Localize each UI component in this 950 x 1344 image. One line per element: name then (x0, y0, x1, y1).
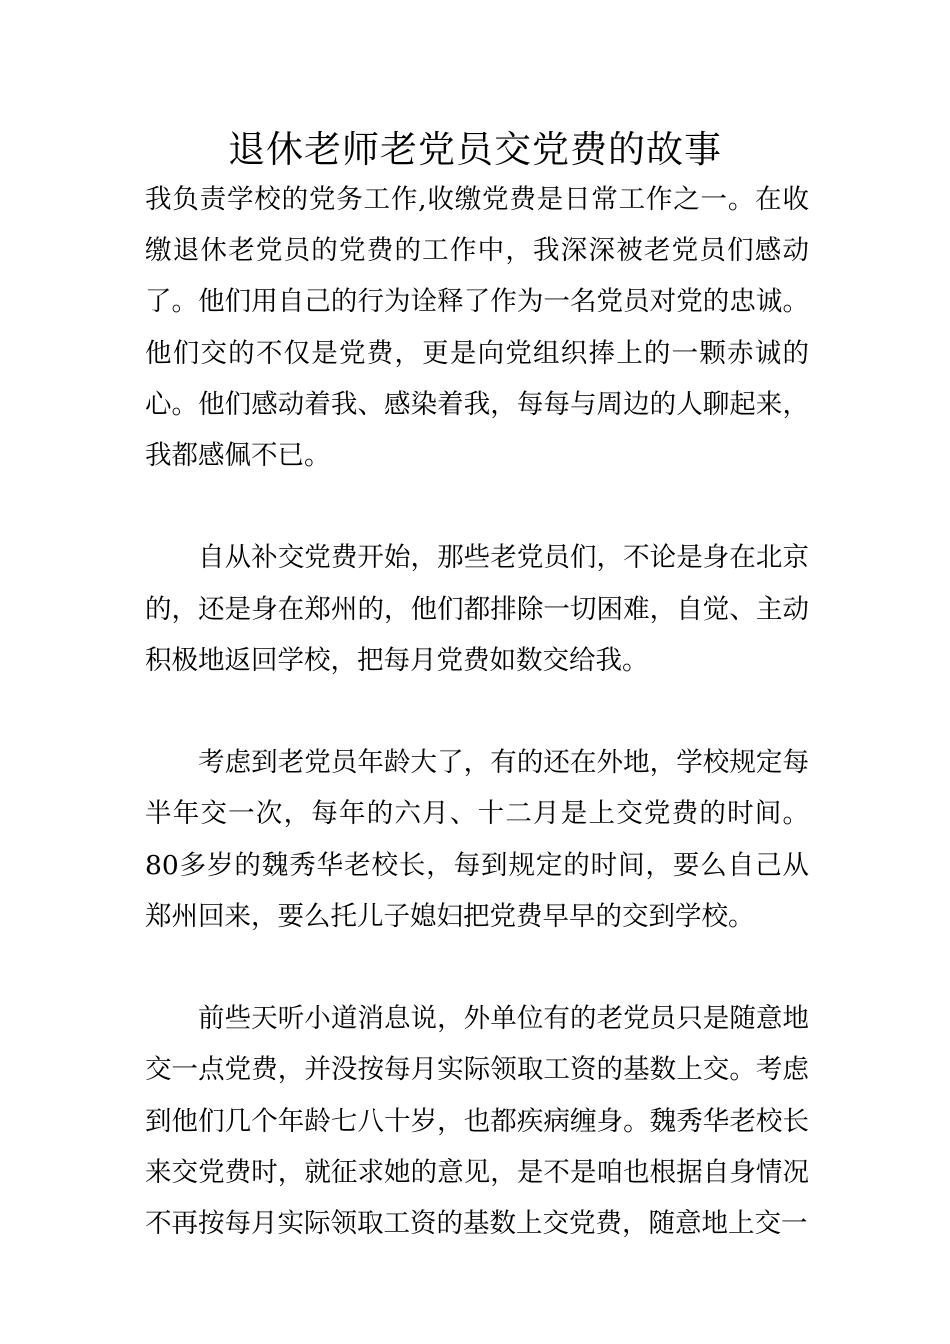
paragraph-4: 前些天听小道消息说，外单位有的老党员只是随意地交一点党费，并没按每月实际领取工资的基数上交。考虑到他们几个年龄七八十岁，也都疾病缠身。魏秀华老校长来交党费时，就征求她的意见，是不是咱也根据自身情况不再按每月实际领取工资的基数上交党费，随意地上交一 (145, 1003, 809, 1240)
paragraph-3: 考虑到老党员年龄大了，有的还在外地，学校规定每半年交一次，每年的六月、十二月是上交党费的时间。80多岁的魏秀华老校长，每到规定的时间，要么自己从郑州回来，要么托儿子媳妇把党费早早的交到学校。 (145, 747, 809, 932)
paragraph-spacer (145, 481, 809, 532)
paragraph-1: 我负责学校的党务工作,收缴党费是日常工作之一。在收缴退休老党员的党费的工作中，我深深被老党员们感动了。他们用自己的行为诠释了作为一名党员对党的忠诚。他们交的不仅是党费，更是向党组织捧上的一颗赤诚的心。他们感动着我、感染着我，每每与周边的人聊起来，我都感佩不已。 (145, 184, 809, 472)
paragraph-spacer (145, 686, 809, 737)
paragraph-spacer (145, 942, 809, 993)
paragraph-2: 自从补交党费开始，那些老党员们，不论是身在北京的，还是身在郑州的，他们都排除一切困难，自觉、主动积极地返回学校，把每月党费如数交给我。 (145, 542, 809, 676)
document-title: 退休老师老党员交党费的故事 (228, 128, 722, 171)
document-body (145, 174, 809, 1249)
